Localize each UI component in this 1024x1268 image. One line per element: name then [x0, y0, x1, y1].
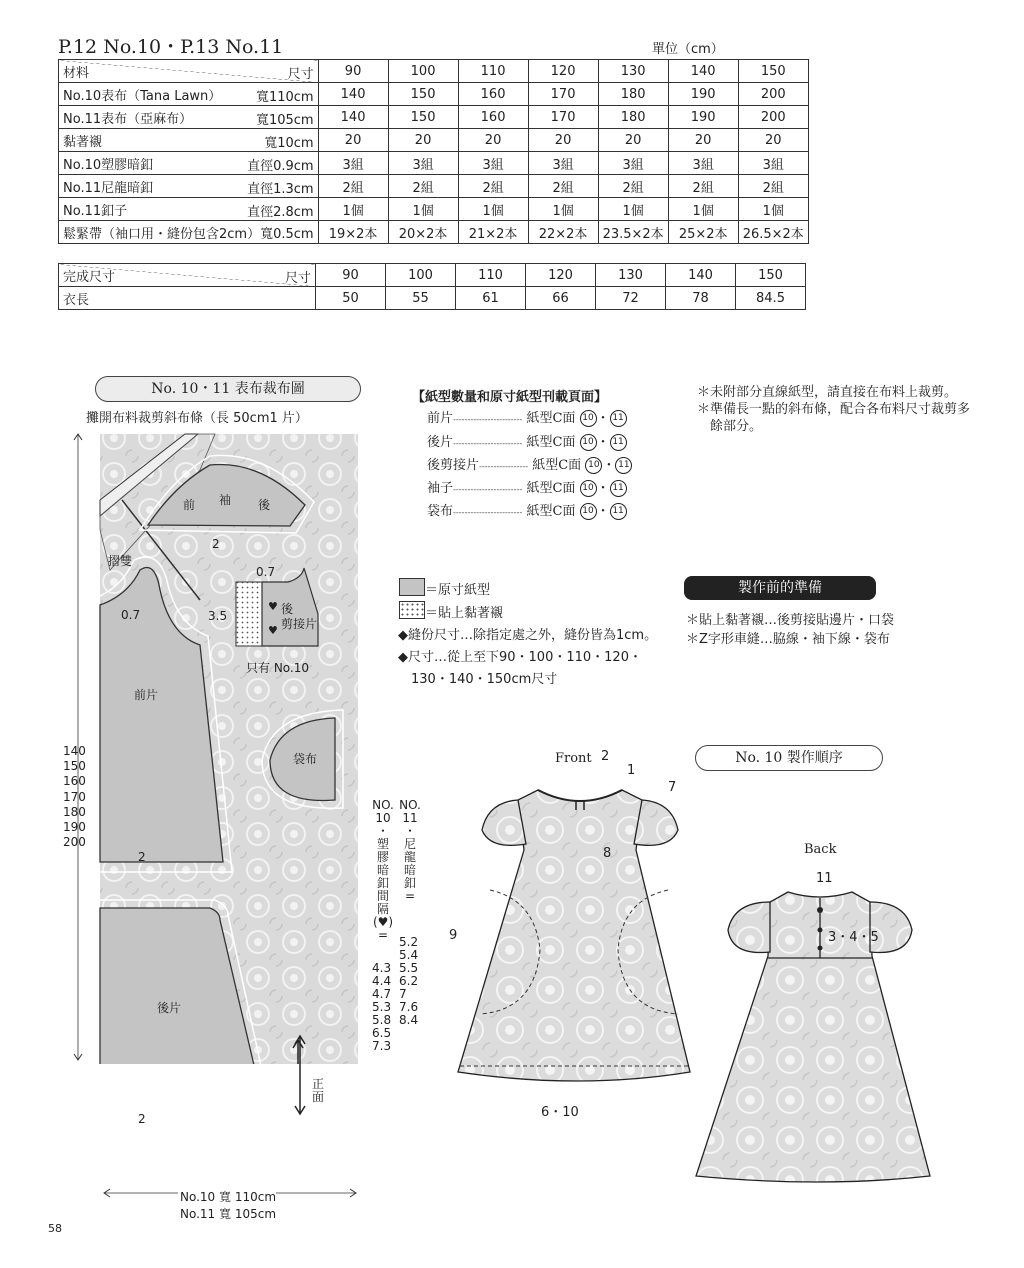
size-cell: 130 [596, 264, 666, 287]
table-cell: 66 [526, 287, 596, 310]
spacing-value: 5.8 [372, 1013, 392, 1027]
table-cell: 72 [596, 287, 666, 310]
legend-size-note: ◆尺寸…從上至下90・100・110・120・ [398, 650, 642, 665]
back-piece-label: 後片 [157, 1001, 182, 1015]
material-spec: 直徑0.9cm [247, 159, 314, 174]
pattern-row: 後剪接片----------------- 紙型C面 10 ・ 11 [427, 454, 632, 474]
heart-icon: ♥ [268, 624, 278, 637]
step-1: 1 [627, 763, 636, 778]
snap-spacing-no11-values [399, 936, 418, 1027]
table-row [59, 175, 809, 198]
pattern-part: 後片 [427, 435, 454, 450]
size-cell: 110 [458, 60, 528, 83]
pattern-leader: ------------------------ [453, 439, 523, 448]
pattern-page: 紙型C面 [526, 435, 576, 450]
spacing-value: 6.5 [372, 1026, 392, 1040]
table-cell: 200 [738, 106, 808, 129]
size-cell: 120 [528, 60, 598, 83]
size-cell: 100 [388, 60, 458, 83]
layout-bottom-mask [60, 1064, 380, 1084]
finished-header-row [59, 264, 806, 287]
pocket-label: 袋布 [293, 752, 318, 766]
spacing-value: 5.4 [399, 948, 419, 962]
size-10-badge: 10 [585, 457, 602, 474]
step-11: 11 [816, 871, 833, 886]
table-row [59, 198, 809, 221]
size-cell: 140 [668, 60, 738, 83]
back-facing-only-label: 只有 No.10 [246, 661, 310, 675]
front-dress-illustration [450, 770, 710, 1090]
size-11-badge: 11 [610, 503, 627, 520]
note-1: ＊未附部分直線紙型，請直接在布料上裁剪。 [697, 385, 958, 400]
cutting-layout-diagram [60, 420, 370, 1080]
table-cell: 150 [388, 106, 458, 129]
size-cell: 120 [526, 264, 596, 287]
sleeve-front-label: 前 [183, 498, 196, 512]
size-cell: 150 [738, 60, 808, 83]
table-cell: 22×2本 [528, 221, 598, 244]
finished-header-unit: 尺寸 [284, 271, 311, 286]
snap-icon [818, 928, 823, 933]
grain-arrow [290, 1030, 310, 1120]
back-dress-illustration [690, 880, 950, 1190]
table-cell: 2組 [528, 175, 598, 198]
button-icon [817, 907, 823, 913]
length-value: 170 [63, 789, 86, 804]
prep-item: ＊貼上黏著襯…後剪接貼邊片・口袋 [686, 613, 895, 628]
material-name: 黏著襯 [63, 134, 103, 150]
length-value: 200 [63, 835, 86, 850]
cutting-layout-title: No. 10・11 表布裁布圖 [95, 376, 361, 402]
materials-header-unit: 尺寸 [287, 67, 314, 82]
table-cell: 3組 [528, 152, 598, 175]
material-spec: 直徑1.3cm [247, 182, 314, 197]
table-cell: 170 [528, 106, 598, 129]
length-value: 190 [63, 820, 86, 835]
table-cell: 3組 [458, 152, 528, 175]
table-cell: 61 [456, 287, 526, 310]
legend-size-note-2: 130・140・150cm尺寸 [411, 672, 558, 687]
bias-strip-note: 攤開布料裁剪斜布條（長 50cm1 片） [86, 411, 308, 426]
table-cell: 20 [388, 129, 458, 152]
pattern-part: 前片 [427, 411, 454, 426]
table-cell: 84.5 [736, 287, 806, 310]
table-row [59, 287, 806, 310]
pattern-row: 前片------------------------ 紙型C面 10 ・ 11 [427, 407, 627, 427]
table-row [59, 83, 809, 106]
snap-spacing-no10-values [372, 962, 391, 1053]
size-cell: 130 [598, 60, 668, 83]
process-title: No. 10 製作順序 [695, 745, 883, 771]
size-cell: 100 [386, 264, 456, 287]
pattern-row: 後片------------------------ 紙型C面 10 ・ 11 [427, 431, 627, 451]
spacing-value: 7 [399, 987, 407, 1001]
front-left-sleeve [482, 800, 526, 845]
table-cell: 25×2本 [668, 221, 738, 244]
prep-title: 製作前的準備 [684, 576, 876, 600]
spacing-value: 8.4 [399, 1013, 419, 1027]
back-label: Back [804, 842, 837, 857]
size-10-badge: 10 [580, 434, 597, 451]
legend-seam-note: ◆縫份尺寸…除指定處之外，縫份皆為1cm。 [398, 628, 658, 643]
table-cell: 180 [598, 83, 668, 106]
seam-07-left: 0.7 [121, 608, 141, 622]
pattern-page: 紙型C面 [526, 411, 576, 426]
pattern-row: 袖子------------------------ 紙型C面 10 ・ 11 [427, 477, 627, 497]
snap-spacing-no10-header: NO. 10 ・ 塑 膠 暗 釦 間 隔 (♥) = [372, 798, 394, 942]
size-11-badge: 11 [610, 434, 627, 451]
table-cell: 3組 [738, 152, 808, 175]
pattern-part: 袋布 [427, 504, 454, 519]
page-number: 58 [48, 1222, 62, 1235]
material-name: No.10塑膠暗釦 [63, 157, 154, 173]
width-no11: No.11 寬 105cm [180, 1207, 277, 1221]
size-11-badge: 11 [615, 457, 632, 474]
length-value: 160 [63, 774, 86, 789]
length-value: 150 [63, 759, 86, 774]
front-hem-seam: 2 [138, 850, 146, 864]
legend-original-label: ＝原寸紙型 [425, 583, 491, 598]
fabric-lengths [63, 744, 86, 850]
width-no10: No.10 寬 110cm [180, 1190, 277, 1204]
table-cell: 78 [666, 287, 736, 310]
finished-header-label: 完成尺寸 [63, 269, 116, 285]
table-cell: 3組 [668, 152, 738, 175]
materials-header-row [59, 60, 809, 83]
table-cell: 20 [738, 129, 808, 152]
table-cell: 26.5×2本 [738, 221, 808, 244]
table-cell: 1個 [598, 198, 668, 221]
page-title: P.12 No.10・P.13 No.11 [58, 36, 284, 58]
table-cell: 150 [388, 83, 458, 106]
spacing-value: 5.5 [399, 961, 419, 975]
table-cell: 21×2本 [458, 221, 528, 244]
front-right-sleeve [634, 800, 678, 845]
table-cell: 3組 [598, 152, 668, 175]
table-cell: 2組 [388, 175, 458, 198]
material-name: No.10表布（Tana Lawn） [63, 88, 222, 104]
spacing-value: 5.3 [372, 1000, 392, 1014]
size-11-badge: 11 [610, 410, 627, 427]
front-label: Front [555, 751, 592, 766]
material-name: No.11釦子 [63, 203, 128, 219]
table-cell: 20 [598, 129, 668, 152]
table-cell: 1個 [458, 198, 528, 221]
table-cell: 1個 [528, 198, 598, 221]
table-row [59, 152, 809, 175]
size-cell: 90 [318, 60, 388, 83]
size-10-badge: 10 [580, 480, 597, 497]
back-hem-seam: 2 [138, 1112, 146, 1126]
table-cell: 1個 [318, 198, 388, 221]
spacing-value: 6.2 [399, 974, 419, 988]
table-cell: 190 [668, 106, 738, 129]
table-cell: 20 [528, 129, 598, 152]
material-name: No.11表布（亞麻布） [63, 111, 193, 127]
material-spec: 寬105cm [255, 113, 314, 128]
material-name: 鬆緊帶（袖口用・縫份包含2cm）寬0.5cm [63, 226, 314, 242]
spacing-value: 7.6 [399, 1000, 419, 1014]
table-cell: 190 [668, 83, 738, 106]
finished-size-table [58, 263, 806, 310]
size-cell: 140 [666, 264, 736, 287]
table-cell: 2組 [598, 175, 668, 198]
table-cell: 2組 [318, 175, 388, 198]
table-cell: 19×2本 [318, 221, 388, 244]
length-value: 140 [63, 744, 86, 758]
table-row [59, 106, 809, 129]
pattern-row: 袋布------------------------ 紙型C面 10 ・ 11 [427, 500, 627, 520]
table-cell: 1個 [738, 198, 808, 221]
table-cell: 23.5×2本 [598, 221, 668, 244]
table-cell: 20 [318, 129, 388, 152]
step-9: 9 [449, 928, 458, 943]
table-cell: 1個 [668, 198, 738, 221]
sleeve-back-label: 後 [258, 498, 271, 512]
material-spec: 寬10cm [264, 136, 314, 151]
pattern-page: 紙型C面 [526, 504, 576, 519]
material-spec: 寬110cm [255, 90, 314, 105]
size-10-badge: 10 [580, 410, 597, 427]
seam-07-top: 0.7 [256, 565, 276, 579]
materials-table [58, 59, 809, 244]
size-10-badge: 10 [580, 503, 597, 520]
spacing-value: 5.2 [399, 935, 419, 949]
table-cell: 2組 [738, 175, 808, 198]
prep-item: ＊Z字形車縫…脇線・袖下線・袋布 [686, 632, 890, 647]
table-row [59, 129, 809, 152]
front-piece-label: 前片 [134, 688, 159, 702]
heart-icon: ♥ [268, 600, 278, 613]
back-facing-interfacing [236, 582, 262, 646]
size-cell: 90 [316, 264, 386, 287]
length-value: 180 [63, 804, 86, 819]
legend-interfacing-label: ＝貼上黏著襯 [425, 606, 504, 621]
spacing-value: 4.4 [372, 974, 392, 988]
pattern-part: 袖子 [427, 481, 454, 496]
table-cell: 3組 [318, 152, 388, 175]
legend-interfacing-swatch [399, 601, 425, 619]
spacing-value: 4.7 [372, 987, 392, 1001]
spacing-value: 4.3 [372, 961, 392, 975]
pattern-leader: ------------------------ [453, 415, 523, 424]
fold-label: 摺雙 [108, 554, 133, 568]
materials-header-label: 材料 [63, 65, 90, 81]
note-2: ＊準備長一點的斜布條，配合各布料尺寸裁剪多 餘部分。 [697, 402, 971, 434]
snap-spacing-no11-header: NO. 11 ・ 尼 龍 暗 釦 = [399, 798, 421, 903]
step-2: 2 [601, 749, 610, 764]
table-cell: 2組 [458, 175, 528, 198]
size-cell: 150 [736, 264, 806, 287]
pattern-leader: ----------------- [479, 462, 529, 471]
step-8: 8 [603, 846, 612, 861]
back-facing-label: 後 剪接片 [281, 602, 318, 631]
sleeve-label: 袖 [219, 493, 232, 507]
snap-icon [818, 946, 823, 951]
legend-original-swatch [399, 578, 425, 596]
pattern-pages-title: 【紙型數量和原寸紙型刊載頁面】 [412, 390, 608, 405]
size-cell: 110 [456, 264, 526, 287]
sleeve-seam-allowance: 2 [212, 537, 220, 551]
table-cell: 160 [458, 83, 528, 106]
unit-label: 單位（cm） [652, 42, 724, 57]
material-name: No.11尼龍暗釦 [63, 180, 154, 196]
spacing-value: 7.3 [372, 1039, 392, 1053]
table-cell: 140 [318, 106, 388, 129]
step-3-4-5: 3・4・5 [828, 930, 879, 945]
table-cell: 180 [598, 106, 668, 129]
table-cell: 50 [316, 287, 386, 310]
pattern-part: 後剪接片 [427, 458, 480, 473]
table-cell: 2組 [668, 175, 738, 198]
size-11-badge: 11 [610, 480, 627, 497]
pattern-leader: ------------------------ [453, 485, 523, 494]
step-6-10: 6・10 [541, 1105, 579, 1120]
pattern-leader: ------------------------ [453, 508, 523, 517]
table-cell: 160 [458, 106, 528, 129]
pattern-page: 紙型C面 [532, 458, 582, 473]
finished-row-label: 衣長 [59, 287, 316, 310]
table-cell: 20 [668, 129, 738, 152]
table-cell: 1個 [388, 198, 458, 221]
table-cell: 20×2本 [388, 221, 458, 244]
back-left-sleeve [728, 902, 770, 953]
table-cell: 20 [458, 129, 528, 152]
table-cell: 55 [386, 287, 456, 310]
table-cell: 3組 [388, 152, 458, 175]
seam-35: 3.5 [208, 609, 228, 623]
grain-label: 正 面 [312, 1077, 325, 1104]
table-row [59, 221, 809, 244]
material-spec: 直徑2.8cm [247, 205, 314, 220]
table-cell: 140 [318, 83, 388, 106]
table-cell: 170 [528, 83, 598, 106]
pattern-page: 紙型C面 [526, 481, 576, 496]
table-cell: 200 [738, 83, 808, 106]
step-7: 7 [668, 780, 677, 795]
